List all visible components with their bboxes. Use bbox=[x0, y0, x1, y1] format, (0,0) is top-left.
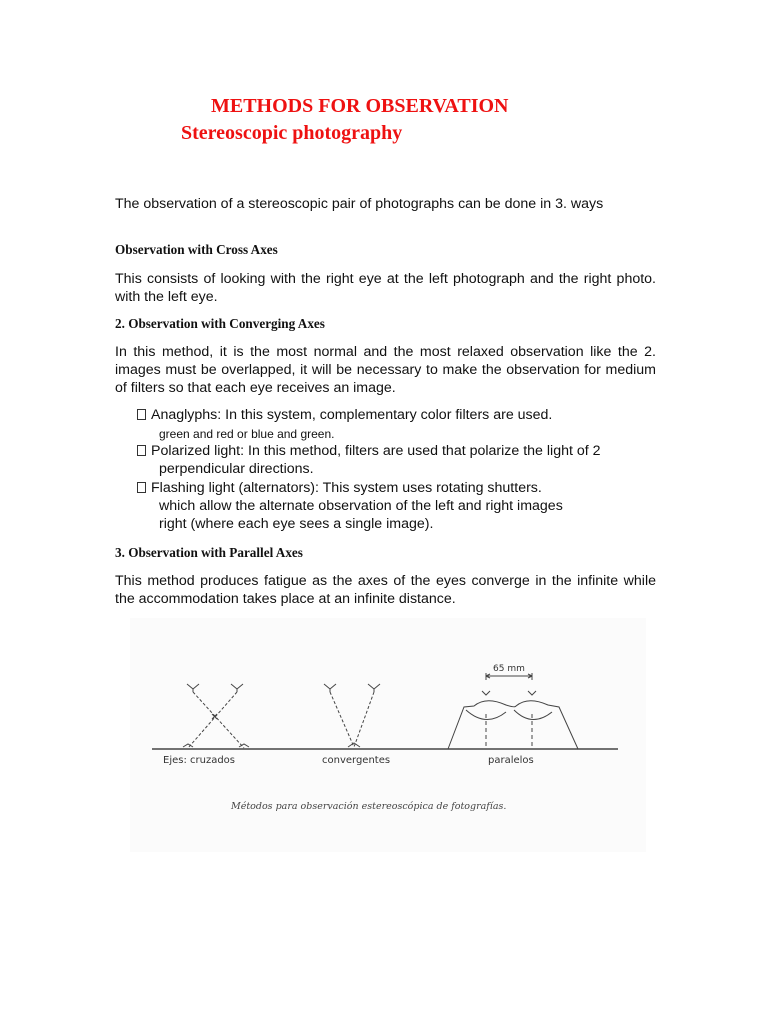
bullet-flashing-light: Flashing light (alternators): This system uses rotating shutters. bbox=[137, 480, 542, 496]
dimension-label: 65 mm bbox=[493, 664, 525, 674]
section-text-cross-axes: This consists of looking with the right eye at the left photograph and the right photo. with the left eye. bbox=[115, 271, 656, 305]
intro-paragraph: The observation of a stereoscopic pair of photographs can be done in 3. ways bbox=[115, 196, 604, 212]
page-title: METHODS FOR OBSERVATION bbox=[211, 95, 509, 117]
cross-axes-diagram bbox=[183, 684, 249, 748]
observation-methods-diagram bbox=[130, 618, 646, 852]
sight-line bbox=[188, 692, 237, 748]
figure-caption: Métodos para observación estereoscópica de fotografías. bbox=[231, 801, 507, 812]
parallel-axes-diagram bbox=[448, 673, 578, 749]
photo-marker bbox=[183, 744, 193, 747]
checkbox-bullet-icon bbox=[137, 445, 146, 456]
label-parallel: paralelos bbox=[488, 755, 534, 766]
converging-axes-diagram bbox=[324, 684, 380, 747]
section-text-parallel-axes: This method produces fatigue as the axes of the eyes converge in the infinite while the accommodation takes place at an infinite distance. bbox=[115, 573, 656, 607]
mirror-lens bbox=[514, 710, 552, 720]
section-heading-converging-axes: 2. Observation with Converging Axes bbox=[115, 316, 325, 331]
bullet-flashing-light-continued-1: which allow the alternate observation of the left and right images bbox=[159, 498, 563, 514]
bullet-polarized-light: Polarized light: In this method, filters are used that polarize the light of 2 bbox=[137, 443, 601, 459]
bullet-anaglyphs-continued: green and red or blue and green. bbox=[159, 427, 335, 441]
label-convergent: convergentes bbox=[322, 755, 391, 766]
eye-icon bbox=[324, 684, 336, 692]
section-heading-cross-axes: Observation with Cross Axes bbox=[115, 242, 278, 257]
sight-line bbox=[330, 692, 354, 747]
page-subtitle: Stereoscopic photography bbox=[181, 122, 403, 144]
bullet-anaglyphs: Anaglyphs: In this system, complementary color filters are used. bbox=[137, 407, 552, 423]
eye-icon bbox=[528, 691, 536, 695]
stereoscopic-methods-figure bbox=[130, 618, 646, 852]
crossing-mark bbox=[212, 714, 217, 719]
section-heading-parallel-axes: 3. Observation with Parallel Axes bbox=[115, 545, 303, 560]
eye-icon bbox=[482, 691, 490, 695]
section-text-converging-axes: In this method, it is the most normal and the most relaxed observation like the 2. images must be overlapped, it will be necessary to make the observation for medium of filters so that each eye receives an image. bbox=[115, 344, 656, 396]
eye-icon bbox=[231, 684, 243, 692]
bullet-flashing-light-continued-2: right (where each eye sees a single image). bbox=[159, 516, 434, 532]
stereoscope-body bbox=[448, 701, 578, 749]
sight-line bbox=[193, 692, 244, 748]
label-crossed: Ejes: cruzados bbox=[163, 755, 236, 766]
sight-line bbox=[354, 692, 374, 747]
bullet-polarized-light-continued: perpendicular directions. bbox=[159, 461, 314, 477]
eye-icon bbox=[368, 684, 380, 692]
checkbox-bullet-icon bbox=[137, 482, 146, 493]
checkbox-bullet-icon bbox=[137, 409, 146, 420]
eye-icon bbox=[187, 684, 199, 692]
